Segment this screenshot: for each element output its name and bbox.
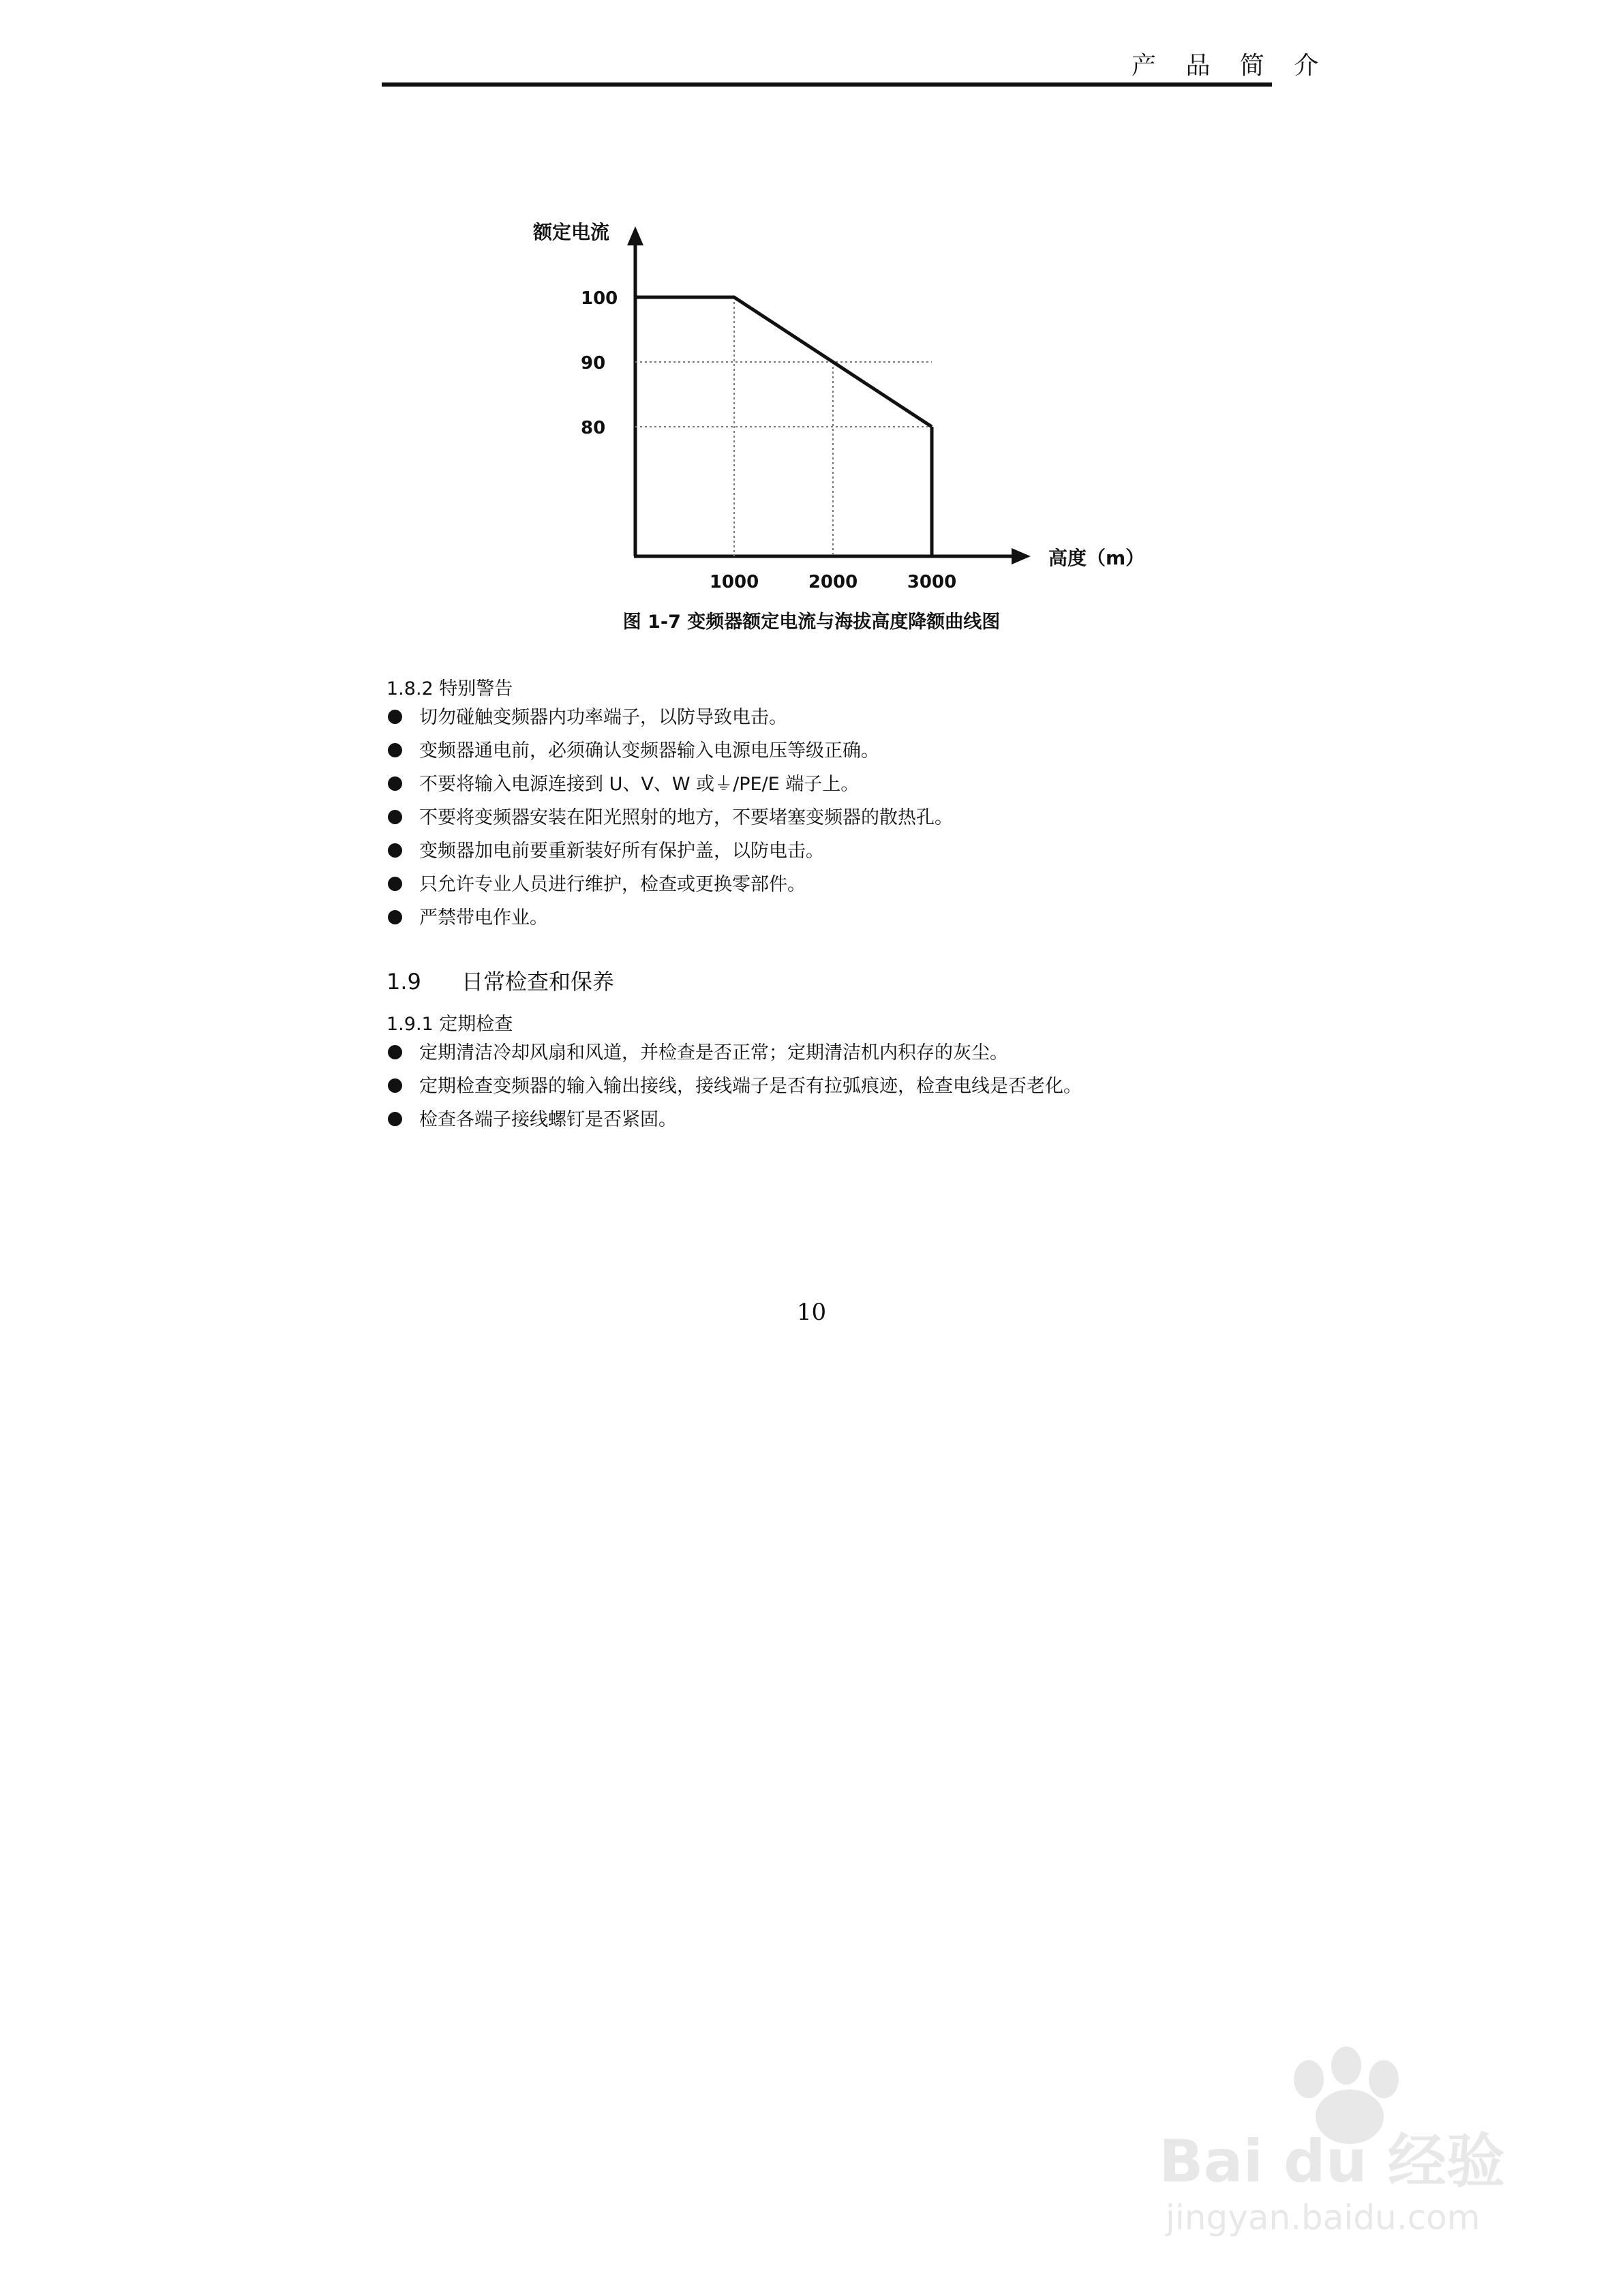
y-tick-labels bbox=[581, 288, 618, 438]
list-item-text: 变频器加电前要重新装好所有保护盖，以防电击。 bbox=[419, 841, 824, 862]
list-item-text: 切勿碰触变频器内功率端子，以防导致电击。 bbox=[419, 707, 787, 728]
bullet-icon bbox=[388, 743, 402, 757]
section-number: 1.9 bbox=[386, 969, 421, 995]
list-item bbox=[386, 701, 953, 734]
watermark-url: jingyan.baidu.com bbox=[1166, 2198, 1481, 2237]
bullet-icon bbox=[388, 1078, 402, 1093]
section-title-text: 日常检查和保养 bbox=[461, 969, 615, 995]
watermark-brand: Bai du 经验 bbox=[1159, 2128, 1505, 2196]
bullet-icon bbox=[388, 877, 402, 891]
baidu-watermark bbox=[1152, 2038, 1561, 2243]
bullet-icon bbox=[388, 710, 402, 724]
x-tick-labels bbox=[710, 572, 956, 592]
list-item-text: 不要将变频器安装在阳光照射的地方，不要堵塞变频器的散热孔。 bbox=[419, 807, 953, 828]
warnings-list bbox=[386, 701, 953, 935]
page-number: 10 bbox=[796, 1299, 827, 1326]
bullet-icon bbox=[388, 1112, 402, 1126]
list-item-text: 检查各端子接线螺钉是否紧固。 bbox=[419, 1109, 677, 1130]
axes bbox=[627, 226, 1031, 564]
y-axis-arrow bbox=[627, 226, 643, 245]
y-tick-label: 90 bbox=[581, 353, 606, 374]
list-item bbox=[386, 1070, 1082, 1103]
y-tick-label: 100 bbox=[581, 288, 618, 309]
list-item-text: 不要将输入电源连接到 U、V、W 或⏚/PE/E 端子上。 bbox=[419, 774, 860, 795]
x-tick-label: 1000 bbox=[709, 572, 759, 592]
bullet-icon bbox=[388, 843, 402, 858]
list-item-text: 只允许专业人员进行维护，检查或更换零部件。 bbox=[419, 874, 806, 895]
inspection-list bbox=[386, 1036, 1082, 1136]
inspection-heading: 1.9.1 定期检查 bbox=[386, 1014, 513, 1035]
bullet-icon bbox=[388, 810, 402, 824]
bullet-icon bbox=[388, 910, 402, 924]
list-item bbox=[386, 868, 953, 901]
y-tick-label: 80 bbox=[581, 418, 606, 438]
list-item-text: 变频器通电前，必须确认变频器输入电源电压等级正确。 bbox=[419, 740, 879, 761]
page-header-title: 产 品 简 介 bbox=[1132, 52, 1330, 80]
list-item bbox=[386, 834, 953, 868]
x-tick-label: 2000 bbox=[808, 572, 858, 592]
header-rule bbox=[382, 82, 1272, 87]
list-item bbox=[386, 801, 953, 834]
bullet-icon bbox=[388, 1045, 402, 1059]
x-axis-label: 高度（m） bbox=[1048, 547, 1145, 569]
list-item bbox=[386, 734, 953, 768]
x-tick-label: 3000 bbox=[907, 572, 957, 592]
list-item bbox=[386, 1103, 1082, 1136]
bullet-icon bbox=[388, 776, 402, 791]
x-axis-arrow bbox=[1012, 548, 1031, 564]
list-item bbox=[386, 768, 953, 801]
warnings-heading: 1.8.2 特别警告 bbox=[386, 678, 513, 699]
y-axis-label: 额定电流 bbox=[533, 221, 610, 243]
list-item bbox=[386, 901, 953, 935]
derating-chart bbox=[504, 218, 1159, 600]
list-item-text: 严禁带电作业。 bbox=[419, 907, 548, 928]
list-item bbox=[386, 1036, 1082, 1070]
figure-caption: 图 1-7 变频器额定电流与海拔高度降额曲线图 bbox=[622, 611, 1001, 633]
section-title bbox=[386, 965, 614, 996]
list-item-text: 定期检查变频器的输入输出接线，接线端子是否有拉弧痕迹，检查电线是否老化。 bbox=[419, 1076, 1082, 1097]
grid-lines bbox=[635, 297, 932, 556]
list-item-text: 定期清洁冷却风扇和风道，并检查是否正常；定期清洁机内积存的灰尘。 bbox=[419, 1042, 1008, 1063]
